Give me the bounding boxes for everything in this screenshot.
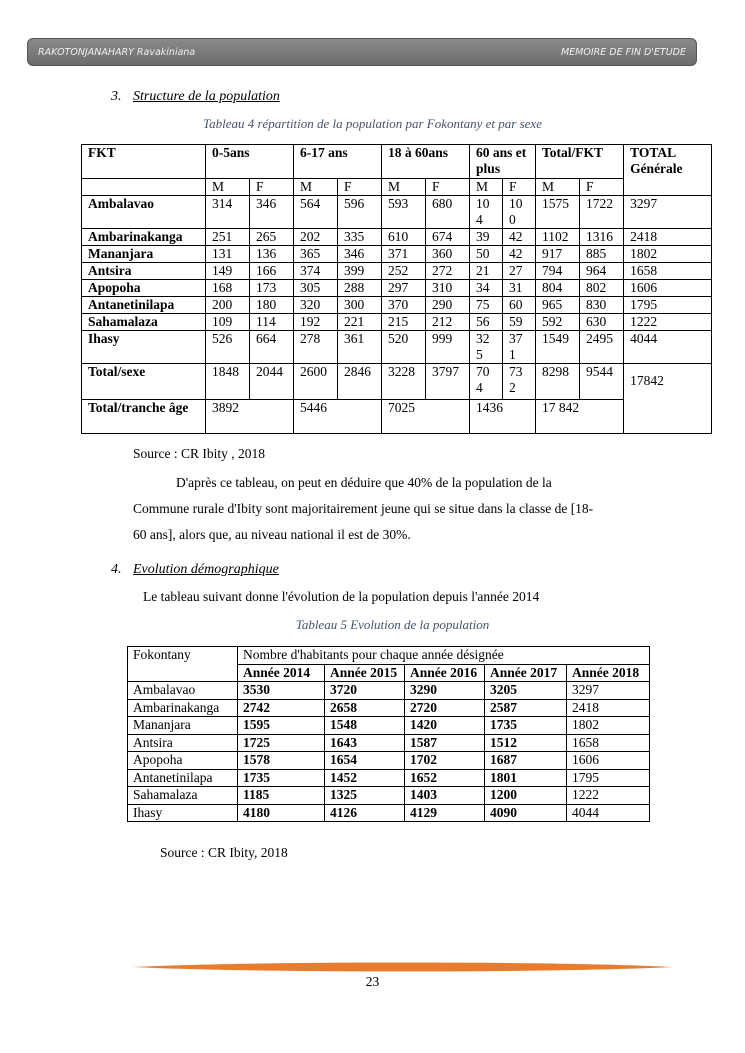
table-row xyxy=(128,752,650,770)
table-cell: 320 xyxy=(294,297,338,314)
table-cell: 1658 xyxy=(567,734,650,752)
table-cell: 166 xyxy=(250,263,294,280)
table-cell: 1587 xyxy=(405,734,485,752)
fokontany-name: Ambalavao xyxy=(128,682,238,700)
header-author: RAKOTONJANAHARY Ravakiniana xyxy=(38,46,196,58)
table-cell: 1801 xyxy=(485,769,567,787)
section-4-number: 4. xyxy=(111,562,122,577)
table-row xyxy=(82,280,712,297)
table-cell: 885 xyxy=(580,246,624,263)
table-cell: 39 xyxy=(470,229,503,246)
table-4-header-18-60: 18 à 60ans xyxy=(382,145,470,179)
footer-accent-line xyxy=(133,961,673,973)
page-number: 23 xyxy=(365,974,380,989)
table-cell: 272 xyxy=(426,263,470,280)
table-cell: 1595 xyxy=(238,717,325,735)
table-cell: 180 xyxy=(250,297,294,314)
table-cell: 664 xyxy=(250,331,294,364)
fokontany-name: Ihasy xyxy=(82,331,206,364)
table-cell: 31 xyxy=(503,280,536,297)
table-cell: 1652 xyxy=(405,769,485,787)
table-cell: 297 xyxy=(382,280,426,297)
fokontany-name: Antsira xyxy=(128,734,238,752)
table-cell: 1325 xyxy=(325,787,405,805)
table-row xyxy=(82,229,712,246)
table-cell: 3720 xyxy=(325,682,405,700)
table-cell: 1512 xyxy=(485,734,567,752)
table-5-year: Année 2017 xyxy=(485,664,567,682)
table-cell: 17 842 xyxy=(536,400,624,434)
fokontany-name: Ambalavao xyxy=(82,196,206,229)
table-cell: 1795 xyxy=(624,297,712,314)
table-cell: 42 xyxy=(503,229,536,246)
table-cell: 4129 xyxy=(405,804,485,822)
table-5 xyxy=(127,646,650,822)
table-cell: 1702 xyxy=(405,752,485,770)
table-cell: 4044 xyxy=(624,331,712,364)
table-cell: 21 xyxy=(470,263,503,280)
table-cell: 2720 xyxy=(405,699,485,717)
table-cell: 1102 xyxy=(536,229,580,246)
table-cell: 288 xyxy=(338,280,382,297)
table-4-header-6-17: 6-17 ans xyxy=(294,145,382,179)
section-3-number: 3. xyxy=(111,89,122,104)
table-cell: 346 xyxy=(250,196,294,229)
table-cell: 290 xyxy=(426,297,470,314)
total-sexe-label: Total/sexe xyxy=(82,364,206,400)
table-cell: 674 xyxy=(426,229,470,246)
table-cell: 2495 xyxy=(580,331,624,364)
table-cell: 215 xyxy=(382,314,426,331)
table-cell: 4090 xyxy=(485,804,567,822)
table-cell: 596 xyxy=(338,196,382,229)
table-row xyxy=(128,787,650,805)
table-cell: 335 xyxy=(338,229,382,246)
table-cell: 75 xyxy=(470,297,503,314)
table-cell: 73 2 xyxy=(503,364,536,400)
table-cell: 1802 xyxy=(567,717,650,735)
table-cell: 2418 xyxy=(624,229,712,246)
fokontany-name: Sahamalaza xyxy=(128,787,238,805)
table-cell: 10 4 xyxy=(470,196,503,229)
table-4-header-row xyxy=(82,145,712,179)
table-cell: 2600 xyxy=(294,364,338,400)
table-5-year: Année 2014 xyxy=(238,664,325,682)
table-4 xyxy=(81,144,712,434)
table-4-header-0-5: 0-5ans xyxy=(206,145,294,179)
table-4-subheader-row xyxy=(82,179,712,196)
table-row xyxy=(82,297,712,314)
table-cell: 131 xyxy=(206,246,250,263)
total-tranche-label: Total/tranche âge xyxy=(82,400,206,434)
table-cell: 3797 xyxy=(426,364,470,400)
table-cell: 999 xyxy=(426,331,470,364)
table-cell: 1658 xyxy=(624,263,712,280)
table-cell: 56 xyxy=(470,314,503,331)
table-cell: 212 xyxy=(426,314,470,331)
table-cell: 37 1 xyxy=(503,331,536,364)
analysis-paragraph xyxy=(133,470,656,548)
table-cell: 9544 xyxy=(580,364,624,400)
table-cell: 520 xyxy=(382,331,426,364)
sub-f: F xyxy=(338,179,382,196)
table-cell: 310 xyxy=(426,280,470,297)
table-cell: 1802 xyxy=(624,246,712,263)
fokontany-name: Antsira xyxy=(82,263,206,280)
table-cell: 59 xyxy=(503,314,536,331)
table-cell: 371 xyxy=(382,246,426,263)
fokontany-name: Apopoha xyxy=(82,280,206,297)
table-cell: 109 xyxy=(206,314,250,331)
table-5-source: Source : CR Ibity, 2018 xyxy=(160,845,288,860)
table-5-body xyxy=(128,682,650,822)
table-cell: 27 xyxy=(503,263,536,280)
table-cell: 1185 xyxy=(238,787,325,805)
table-cell: 804 xyxy=(536,280,580,297)
fokontany-name: Mananjara xyxy=(82,246,206,263)
table-cell: 60 xyxy=(503,297,536,314)
table-cell: 32 5 xyxy=(470,331,503,364)
table-cell: 50 xyxy=(470,246,503,263)
table-cell: 374 xyxy=(294,263,338,280)
table-4-caption: Tableau 4 répartition de la population par Fokontany et par sexe xyxy=(203,116,542,131)
table-cell: 680 xyxy=(426,196,470,229)
sub-f: F xyxy=(250,179,294,196)
table-cell: 1735 xyxy=(485,717,567,735)
table-cell: 593 xyxy=(382,196,426,229)
table-cell: 1549 xyxy=(536,331,580,364)
table-5-caption: Tableau 5 Evolution de la population xyxy=(295,617,490,632)
table-cell: 7025 xyxy=(382,400,470,434)
table-cell: 10 0 xyxy=(503,196,536,229)
table-cell: 2658 xyxy=(325,699,405,717)
table-cell: 2044 xyxy=(250,364,294,400)
table-cell: 1452 xyxy=(325,769,405,787)
table-cell: 8298 xyxy=(536,364,580,400)
table-cell: 917 xyxy=(536,246,580,263)
table-5-intro: Le tableau suivant donne l'évolution de la population depuis l'année 2014 xyxy=(143,589,540,604)
table-cell: 802 xyxy=(580,280,624,297)
fokontany-name: Mananjara xyxy=(128,717,238,735)
table-cell: 314 xyxy=(206,196,250,229)
table-cell: 3205 xyxy=(485,682,567,700)
table-cell: 173 xyxy=(250,280,294,297)
table-cell: 70 4 xyxy=(470,364,503,400)
table-cell: 3290 xyxy=(405,682,485,700)
table-cell: 1848 xyxy=(206,364,250,400)
table-cell: 252 xyxy=(382,263,426,280)
table-cell: 114 xyxy=(250,314,294,331)
table-row xyxy=(128,804,650,822)
table-cell: 1548 xyxy=(325,717,405,735)
table-cell: 1403 xyxy=(405,787,485,805)
table-cell: 3892 xyxy=(206,400,294,434)
table-cell: 305 xyxy=(294,280,338,297)
fokontany-name: Ihasy xyxy=(128,804,238,822)
table-cell: 3530 xyxy=(238,682,325,700)
table-cell: 1722 xyxy=(580,196,624,229)
table-cell: 1795 xyxy=(567,769,650,787)
table-row xyxy=(82,314,712,331)
table-cell: 2846 xyxy=(338,364,382,400)
section-4-heading xyxy=(111,562,279,578)
table-5-year: Année 2016 xyxy=(405,664,485,682)
table-cell: 830 xyxy=(580,297,624,314)
table-row xyxy=(128,769,650,787)
table-4-total-tranche-row xyxy=(82,400,712,434)
table-row xyxy=(128,682,650,700)
table-5-year: Année 2018 xyxy=(567,664,650,682)
table-4-body xyxy=(82,196,712,364)
table-cell: 370 xyxy=(382,297,426,314)
table-4-total-sexe-row xyxy=(82,364,712,400)
paragraph-line: D'après ce tableau, on peut en déduire que 40% de la population de la xyxy=(176,475,552,490)
table-cell: 202 xyxy=(294,229,338,246)
grand-total: 17842 xyxy=(624,364,712,434)
table-cell: 2742 xyxy=(238,699,325,717)
table-cell: 346 xyxy=(338,246,382,263)
table-cell: 1222 xyxy=(624,314,712,331)
table-cell: 149 xyxy=(206,263,250,280)
table-row xyxy=(128,734,650,752)
table-cell: 221 xyxy=(338,314,382,331)
table-4-header-fkt: FKT xyxy=(82,145,206,179)
table-cell: 251 xyxy=(206,229,250,246)
sub-m: M xyxy=(206,179,250,196)
table-4-header-total-fkt: Total/FKT xyxy=(536,145,624,179)
fokontany-name: Antanetinilapa xyxy=(82,297,206,314)
section-3-title: Structure de la population xyxy=(133,89,280,104)
table-cell: 265 xyxy=(250,229,294,246)
table-cell: 278 xyxy=(294,331,338,364)
table-cell: 360 xyxy=(426,246,470,263)
table-cell: 1316 xyxy=(580,229,624,246)
table-cell: 964 xyxy=(580,263,624,280)
table-4-header-60plus: 60 ans et plus xyxy=(470,145,536,179)
table-cell: 4180 xyxy=(238,804,325,822)
page-header xyxy=(27,38,697,66)
sub-f: F xyxy=(503,179,536,196)
table-cell: 1687 xyxy=(485,752,567,770)
table-cell: 1654 xyxy=(325,752,405,770)
table-cell: 2587 xyxy=(485,699,567,717)
table-cell: 168 xyxy=(206,280,250,297)
table-5-header-fokontany: Fokontany xyxy=(128,647,238,682)
table-row xyxy=(128,717,650,735)
table-cell: 3297 xyxy=(567,682,650,700)
sub-f: F xyxy=(426,179,470,196)
table-cell: 1725 xyxy=(238,734,325,752)
table-cell: 630 xyxy=(580,314,624,331)
table-cell: 1606 xyxy=(624,280,712,297)
sub-m: M xyxy=(470,179,503,196)
sub-m: M xyxy=(536,179,580,196)
table-row xyxy=(82,196,712,229)
table-cell: 300 xyxy=(338,297,382,314)
table-cell: 610 xyxy=(382,229,426,246)
paragraph-line: Commune rurale d'Ibity sont majoritairement jeune qui se situe dans la classe de [18- xyxy=(133,501,594,516)
sub-m: M xyxy=(382,179,426,196)
table-cell: 4044 xyxy=(567,804,650,822)
table-4-header-total-generale: TOTAL Générale xyxy=(624,145,712,196)
table-4-source: Source : CR Ibity , 2018 xyxy=(133,446,265,461)
table-cell: 3228 xyxy=(382,364,426,400)
table-cell: 3297 xyxy=(624,196,712,229)
table-row xyxy=(128,699,650,717)
sub-f: F xyxy=(580,179,624,196)
fokontany-name: Ambarinakanga xyxy=(128,699,238,717)
table-cell: 592 xyxy=(536,314,580,331)
table-row xyxy=(82,331,712,364)
fokontany-name: Ambarinakanga xyxy=(82,229,206,246)
table-4-subheader-empty xyxy=(82,179,206,196)
fokontany-name: Sahamalaza xyxy=(82,314,206,331)
table-cell: 1735 xyxy=(238,769,325,787)
section-4-title: Evolution démographique xyxy=(133,562,279,577)
table-cell: 5446 xyxy=(294,400,382,434)
table-cell: 1436 xyxy=(470,400,536,434)
header-title: MEMOIRE DE FIN D'ETUDE xyxy=(560,46,686,58)
table-5-header-row xyxy=(128,647,650,665)
table-cell: 1578 xyxy=(238,752,325,770)
table-cell: 1606 xyxy=(567,752,650,770)
table-5-header-span: Nombre d'habitants pour chaque année désignée xyxy=(238,647,650,665)
table-cell: 192 xyxy=(294,314,338,331)
fokontany-name: Apopoha xyxy=(128,752,238,770)
table-cell: 1200 xyxy=(485,787,567,805)
table-cell: 34 xyxy=(470,280,503,297)
table-cell: 4126 xyxy=(325,804,405,822)
table-cell: 526 xyxy=(206,331,250,364)
sub-m: M xyxy=(294,179,338,196)
table-cell: 1222 xyxy=(567,787,650,805)
table-cell: 365 xyxy=(294,246,338,263)
table-cell: 200 xyxy=(206,297,250,314)
table-5-year: Année 2015 xyxy=(325,664,405,682)
table-row xyxy=(82,263,712,280)
paragraph-line: 60 ans], alors que, au niveau national il est de 30%. xyxy=(133,527,411,542)
table-cell: 564 xyxy=(294,196,338,229)
section-3-heading xyxy=(111,89,280,105)
table-cell: 965 xyxy=(536,297,580,314)
table-cell: 399 xyxy=(338,263,382,280)
table-cell: 1420 xyxy=(405,717,485,735)
table-cell: 136 xyxy=(250,246,294,263)
table-cell: 1575 xyxy=(536,196,580,229)
fokontany-name: Antanetinilapa xyxy=(128,769,238,787)
table-cell: 361 xyxy=(338,331,382,364)
table-cell: 42 xyxy=(503,246,536,263)
table-cell: 2418 xyxy=(567,699,650,717)
table-cell: 1643 xyxy=(325,734,405,752)
table-cell: 794 xyxy=(536,263,580,280)
table-row xyxy=(82,246,712,263)
